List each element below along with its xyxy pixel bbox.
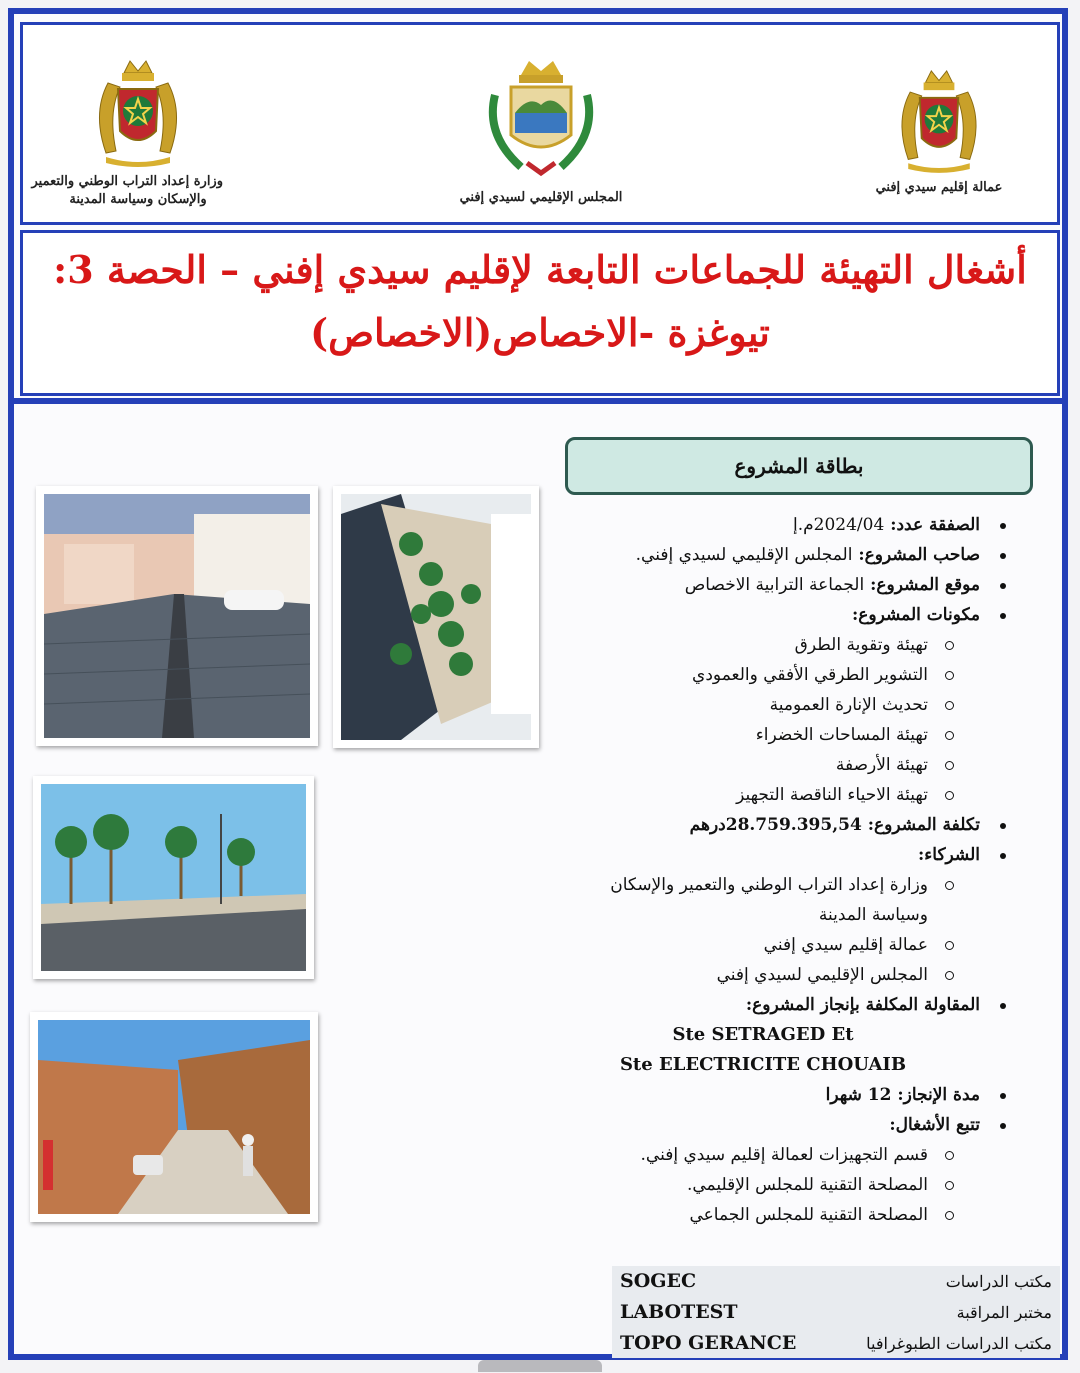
cost-value: 28.759.395,54درهم [689, 815, 862, 835]
council-caption: المجلس الإقليمي لسيدي إفني [459, 190, 623, 205]
component-item: تهيئة المساحات الخضراء [528, 720, 998, 750]
promenade-render-photo [333, 486, 539, 748]
ministry-caption-line2: والإسكان وسياسة المدينة [69, 192, 207, 207]
partner-item: عمالة إقليم سيدي إفني [528, 930, 998, 960]
studies-row [612, 1328, 1060, 1359]
studies-company: LABOTEST [620, 1301, 738, 1323]
studies-company: SOGEC [620, 1270, 697, 1292]
components-item [528, 600, 998, 630]
followup-entry: المصلحة التقنية للمجلس الإقليمي. [528, 1170, 998, 1200]
contractor-label: المقاولة المكلفة بإنجاز المشروع: [745, 995, 980, 1015]
studies-row [612, 1297, 1060, 1328]
street-paving-photo [36, 486, 318, 746]
component-item: التشوير الطرقي الأفقي والعمودي [528, 660, 998, 690]
project-owner-item [528, 540, 998, 570]
components-label: مكونات المشروع: [851, 605, 980, 625]
partner-item: وزارة إعداد التراب الوطني والتعمير والإسكان [528, 870, 998, 900]
duration-value: 12 شهرا [825, 1085, 892, 1105]
palm-avenue-render-photo [33, 776, 314, 979]
header-banner [20, 22, 1060, 225]
contractor-name-1: Ste SETRAGED Et [672, 1024, 854, 1045]
project-card-heading: بطاقة المشروع [565, 437, 1033, 495]
component-item: تهيئة وتقوية الطرق [528, 630, 998, 660]
studies-label: مكتب الدراسات الطبوغرافيا [866, 1334, 1052, 1353]
partner-item: المجلس الإقليمي لسيدي إفني [528, 960, 998, 990]
site-label: موقع المشروع: [870, 575, 980, 595]
project-title-box [20, 230, 1060, 396]
studies-offices-table [612, 1266, 1060, 1358]
studies-company: TOPO GERANCE [620, 1332, 797, 1354]
royal-coat-of-arms-icon [86, 53, 190, 169]
deal-label: الصفقة عدد: [890, 515, 980, 535]
deal-number-item [528, 510, 998, 540]
section-divider [8, 398, 1068, 404]
province-caption: عمالة إقليم سيدي إفني [875, 180, 1003, 195]
contractor-item [528, 990, 998, 1020]
studies-label: مختبر المراقبة [956, 1303, 1052, 1322]
project-cost-item [528, 810, 998, 840]
owner-value: المجلس الإقليمي لسيدي إفني. [635, 545, 853, 565]
province-emblem [859, 63, 1019, 197]
followup-entry: المصلحة التقنية للمجلس الجماعي [528, 1200, 998, 1230]
ministry-emblem [31, 53, 223, 209]
site-value: الجماعة الترابية الاخصاص [684, 575, 865, 595]
duration-label: مدة الإنجاز: [897, 1085, 980, 1105]
studies-row [612, 1266, 1060, 1297]
village-street-photo [30, 1012, 318, 1222]
contractor-name-2: Ste ELECTRICITE CHOUAIB [619, 1054, 907, 1075]
followup-label: تتبع الأشغال: [889, 1115, 980, 1135]
project-details-list [528, 510, 998, 1230]
project-site-item [528, 570, 998, 600]
ministry-caption-line1: وزارة إعداد التراب الوطني والتعمير [31, 174, 223, 189]
cost-label: تكلفة المشروع: [867, 815, 980, 835]
project-title-line2: تيوغزة -الاخصاص(الاخصاص) [310, 310, 770, 355]
component-item: تهيئة الأرصفة [528, 750, 998, 780]
council-emblem [451, 55, 631, 207]
council-seal-icon [481, 55, 601, 185]
owner-label: صاحب المشروع: [858, 545, 980, 565]
province-coat-of-arms-icon [889, 63, 989, 175]
scroll-handle[interactable] [478, 1360, 602, 1372]
partners-item [528, 840, 998, 870]
component-item: تهيئة الاحياء الناقصة التجهيز [528, 780, 998, 810]
project-title-line1: أشغال التهيئة للجماعات التابعة لإقليم سيدي إفني – الحصة 3: [53, 247, 1027, 292]
duration-item [528, 1080, 998, 1110]
followup-item [528, 1110, 998, 1140]
component-item: تحديث الإنارة العمومية [528, 690, 998, 720]
studies-label: مكتب الدراسات [945, 1272, 1052, 1291]
deal-value: 2024/04م.إ [793, 515, 885, 535]
partner-item-continued: وسياسة المدينة [818, 905, 928, 925]
partners-label: الشركاء: [918, 845, 980, 865]
followup-entry: قسم التجهيزات لعمالة إقليم سيدي إفني. [528, 1140, 998, 1170]
